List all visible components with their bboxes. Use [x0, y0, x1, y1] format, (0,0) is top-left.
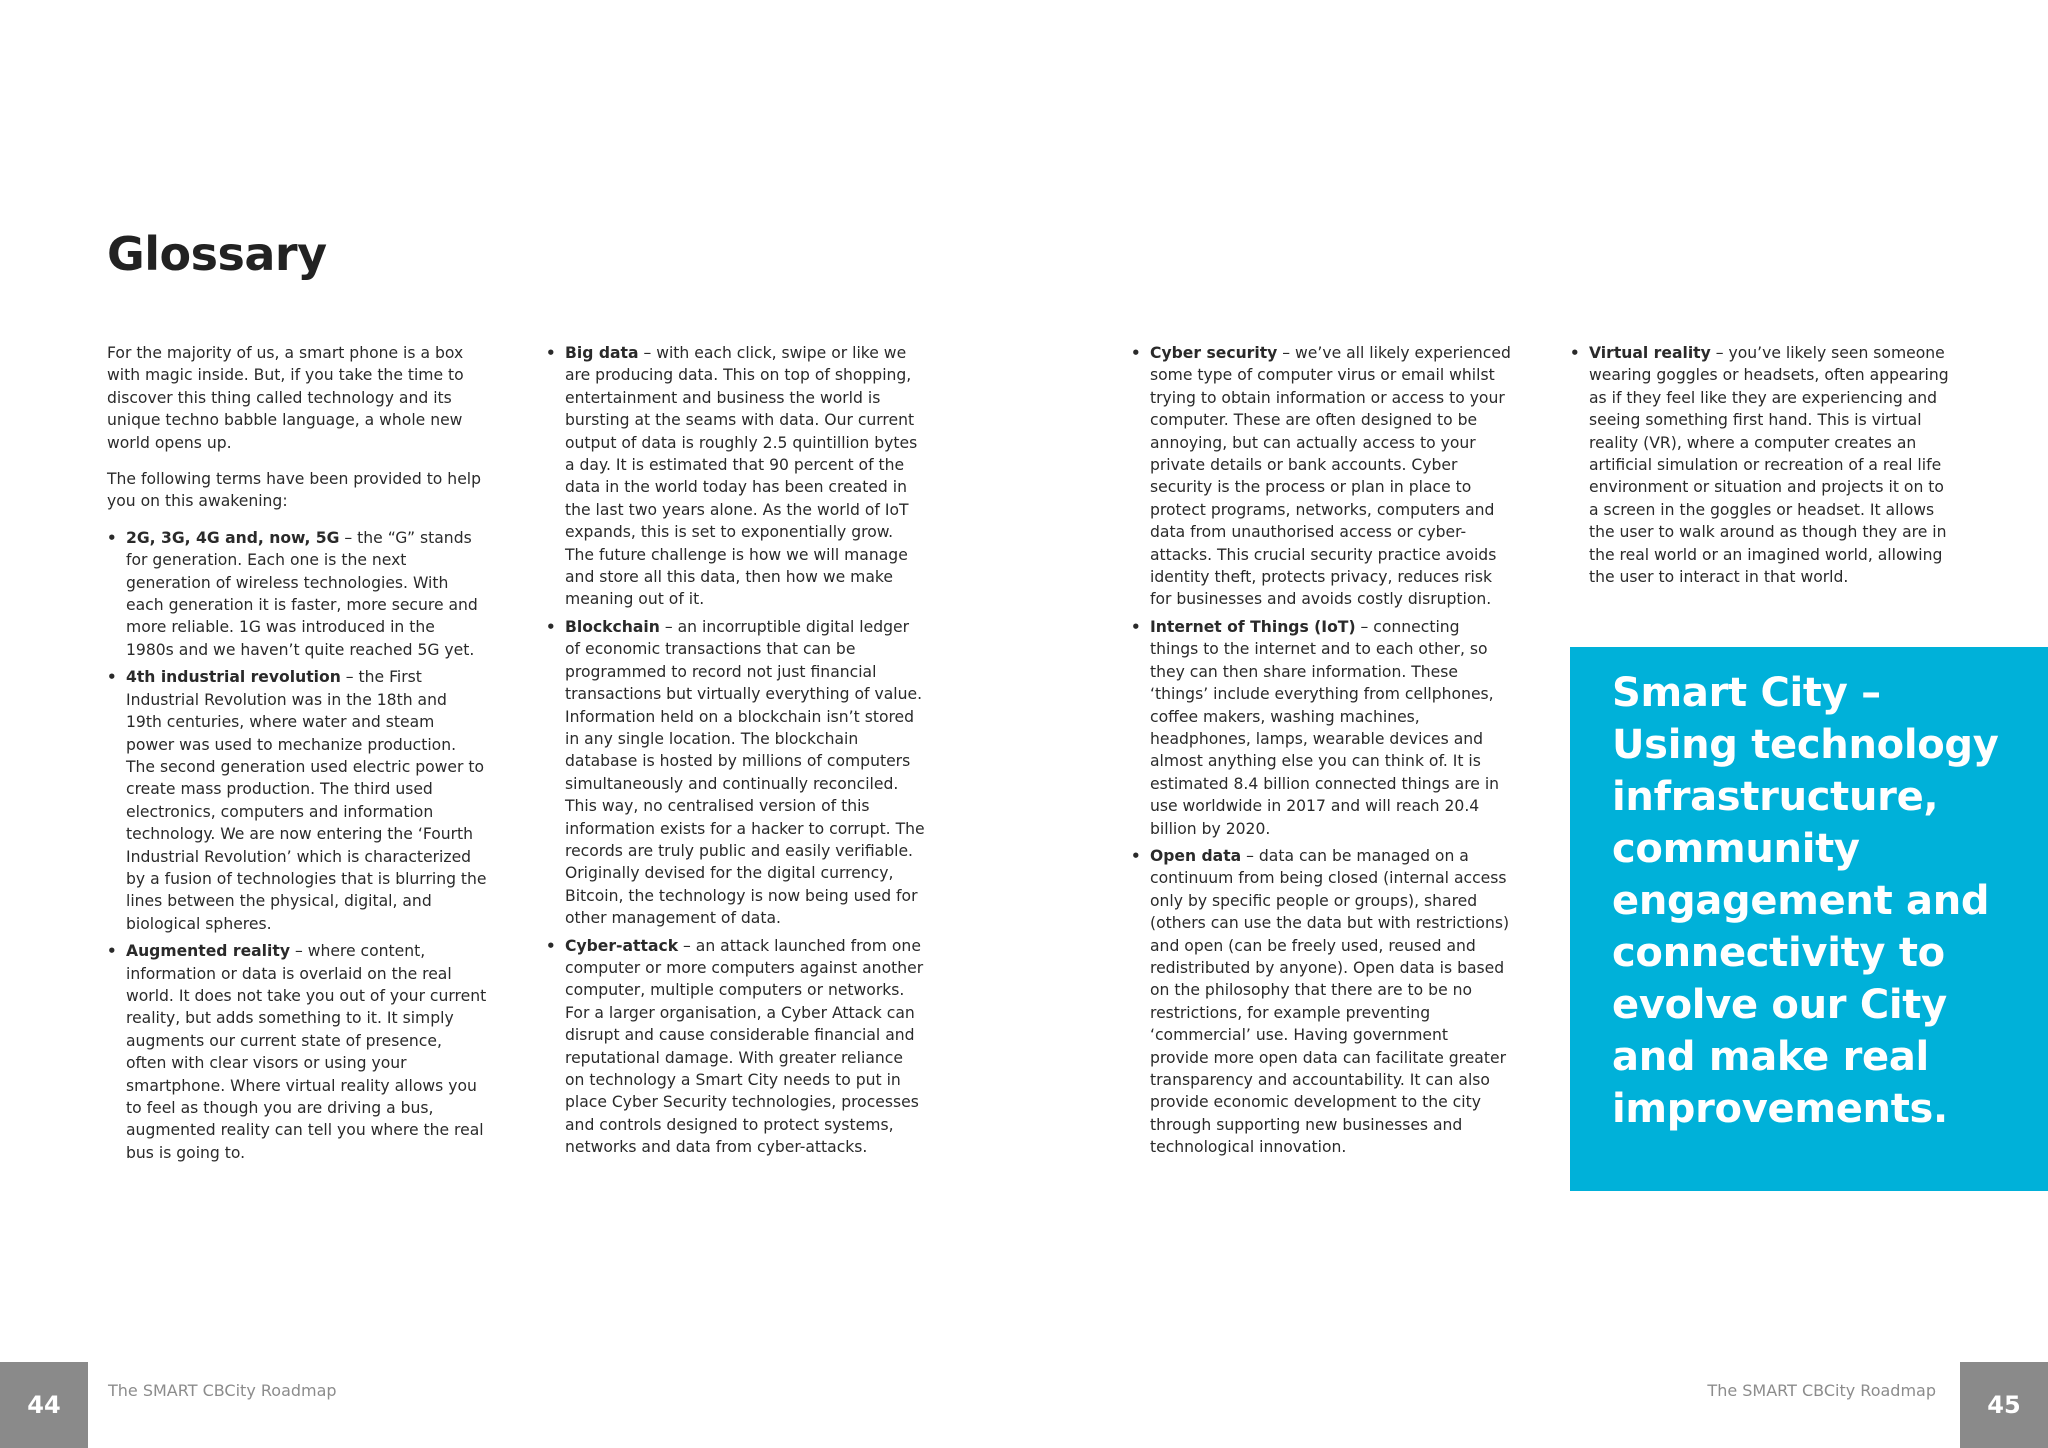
- glossary-term: Big data: [565, 344, 639, 362]
- glossary-list: [107, 527, 487, 1164]
- bullet-icon: •: [1570, 344, 1580, 362]
- glossary-definition: – where content, information or data is overlaid on the real world. It does not take you out of your current reality, but adds something to it. It simply augments our current state of presence, often with clear visors or using your smartphone. Where virtual reality allows you to feel as though you are driving a bus, augmented reality can tell you where the real bus is going to.: [126, 942, 487, 1162]
- bullet-icon: •: [107, 668, 117, 687]
- glossary-list: [1570, 342, 1950, 588]
- callout-text: Smart City – Using technology infrastructure, community engagement and connectivity to evolve our City and make real improvements.: [1612, 670, 1999, 1132]
- glossary-entry: [1131, 845, 1511, 1159]
- glossary-entry: [546, 342, 926, 611]
- glossary-entry: [107, 527, 487, 661]
- glossary-term: Cyber-attack: [565, 936, 679, 955]
- page-number-right: 45: [1960, 1362, 2048, 1448]
- glossary-column-1: [107, 342, 487, 1169]
- bullet-icon: •: [1131, 344, 1141, 362]
- glossary-definition: – we’ve all likely experienced some type of computer virus or email whilst trying to obtain information or access to your computer. These are often designed to be annoying, but can actually access to your private details or bank accounts. Cyber security is the process or plan in place to protect programs, networks, computers and data from unauthorised access or cyber-attacks. This crucial security practice avoids identity theft, protects privacy, reduces risk for businesses and avoids costly disruption.: [1150, 344, 1511, 609]
- page-number-left: 44: [0, 1362, 88, 1448]
- glossary-entry: [107, 666, 487, 935]
- glossary-entry: [107, 940, 487, 1164]
- glossary-column-3: [1131, 342, 1511, 1164]
- glossary-entry: [1131, 616, 1511, 840]
- glossary-definition: – connecting things to the internet and to each other, so they can then share information. These ‘things’ include everything from cellphones, coffee makers, washing machines, headphones, lamps, wearable devices and almost anything else you can think of. It is estimated 8.4 billion connected things are in use worldwide in 2017 and will reach 20.4 billion by 2020.: [1150, 617, 1500, 838]
- glossary-entry: [1131, 342, 1511, 611]
- glossary-term: Virtual reality: [1589, 344, 1711, 362]
- glossary-list: [1131, 342, 1511, 1159]
- glossary-term: Internet of Things (IoT): [1150, 617, 1356, 636]
- bullet-icon: •: [1131, 846, 1141, 865]
- intro-paragraph: The following terms have been provided to help you on this awakening:: [107, 470, 482, 511]
- bullet-icon: •: [107, 942, 117, 961]
- bullet-icon: •: [546, 936, 556, 955]
- glossary-definition: – an incorruptible digital ledger of economic transactions that can be programmed to record not just financial transactions but virtually everything of value. Information held on a blockchain isn’t stored in any single location. The blockchain database is hosted by millions of computers simultaneously and continually reconciled. This way, no centralised version of this information exists for a hacker to corrupt. The records are truly public and easily verifiable. Originally devised for the digital currency, Bitcoin, the technology is now being used for other management of data.: [565, 617, 925, 928]
- footer-title-right: The SMART CBCity Roadmap: [1707, 1381, 1936, 1400]
- glossary-entry: [546, 616, 926, 930]
- bullet-icon: •: [546, 344, 556, 362]
- glossary-definition: – you’ve likely seen someone wearing goggles or headsets, often appearing as if they feel like they are experiencing and seeing something first hand. This is virtual reality (VR), where a computer creates an artificial simulation or recreation of a real life environment or situation and projects it on to a screen in the goggles or headset. It allows the user to walk around as though they are in the real world or an imagined world, allowing the user to interact in that world.: [1589, 344, 1949, 587]
- glossary-term: Cyber security: [1150, 344, 1278, 362]
- glossary-term: Blockchain: [565, 617, 660, 636]
- footer-title-left: The SMART CBCity Roadmap: [108, 1381, 337, 1400]
- glossary-definition: – an attack launched from one computer or more computers against another computer, multiple computers or networks. For a larger organisation, a Cyber Attack can disrupt and cause considerable financial and reputational damage. With greater reliance on technology a Smart City needs to put in place Cyber Security technologies, processes and controls designed to protect systems, networks and data from cyber-attacks.: [565, 936, 924, 1157]
- glossary-definition: – with each click, swipe or like we are producing data. This on top of shopping, entertainment and business the world is bursting at the seams with data. Our current output of data is roughly 2.5 quintillion bytes a day. It is estimated that 90 percent of the data in the world today has been created in the last two years alone. As the world of IoT expands, this is set to exponentially grow. The future challenge is how we will manage and store all this data, then how we make meaning out of it.: [565, 344, 918, 609]
- callout-box: [1570, 647, 2048, 1191]
- glossary-definition: – the First Industrial Revolution was in the 18th and 19th centuries, where water and steam power was used to mechanize production. The second generation used electric power to create mass production. The third used electronics, computers and information technology. We are now entering the ‘Fourth Industrial Revolution’ which is characterized by a fusion of technologies that is blurring the lines between the physical, digital, and biological spheres.: [126, 668, 487, 933]
- glossary-term: 2G, 3G, 4G and, now, 5G: [126, 528, 340, 547]
- glossary-term: Open data: [1150, 846, 1242, 865]
- intro-paragraph: For the majority of us, a smart phone is a box with magic inside. But, if you take the time to discover this thing called technology and its unique techno babble language, a whole new world opens up.: [107, 344, 464, 452]
- glossary-list: [546, 342, 926, 1159]
- bullet-icon: •: [1131, 617, 1141, 636]
- glossary-entry: [546, 935, 926, 1159]
- bullet-icon: •: [546, 617, 556, 636]
- page-title: Glossary: [107, 227, 327, 281]
- bullet-icon: •: [107, 528, 117, 547]
- glossary-definition: – data can be managed on a continuum from being closed (internal access only by specific people or groups), shared (others can use the data but with restrictions) and open (can be freely used, reused and redistributed by anyone). Open data is based on the philosophy that there are to be no restrictions, for example preventing ‘commercial’ use. Having government provide more open data can facilitate greater transparency and accountability. It can also provide economic development to the city through supporting new businesses and technological innovation.: [1150, 846, 1510, 1157]
- glossary-term: Augmented reality: [126, 942, 290, 961]
- glossary-term: 4th industrial revolution: [126, 668, 341, 687]
- glossary-entry: [1570, 342, 1950, 588]
- glossary-column-2: [546, 342, 926, 1164]
- glossary-definition: – the “G” stands for generation. Each one is the next generation of wireless technologies. With each generation it is faster, more secure and more reliable. 1G was introduced in the 1980s and we haven’t quite reached 5G yet.: [126, 528, 478, 659]
- glossary-column-4: [1570, 342, 1950, 593]
